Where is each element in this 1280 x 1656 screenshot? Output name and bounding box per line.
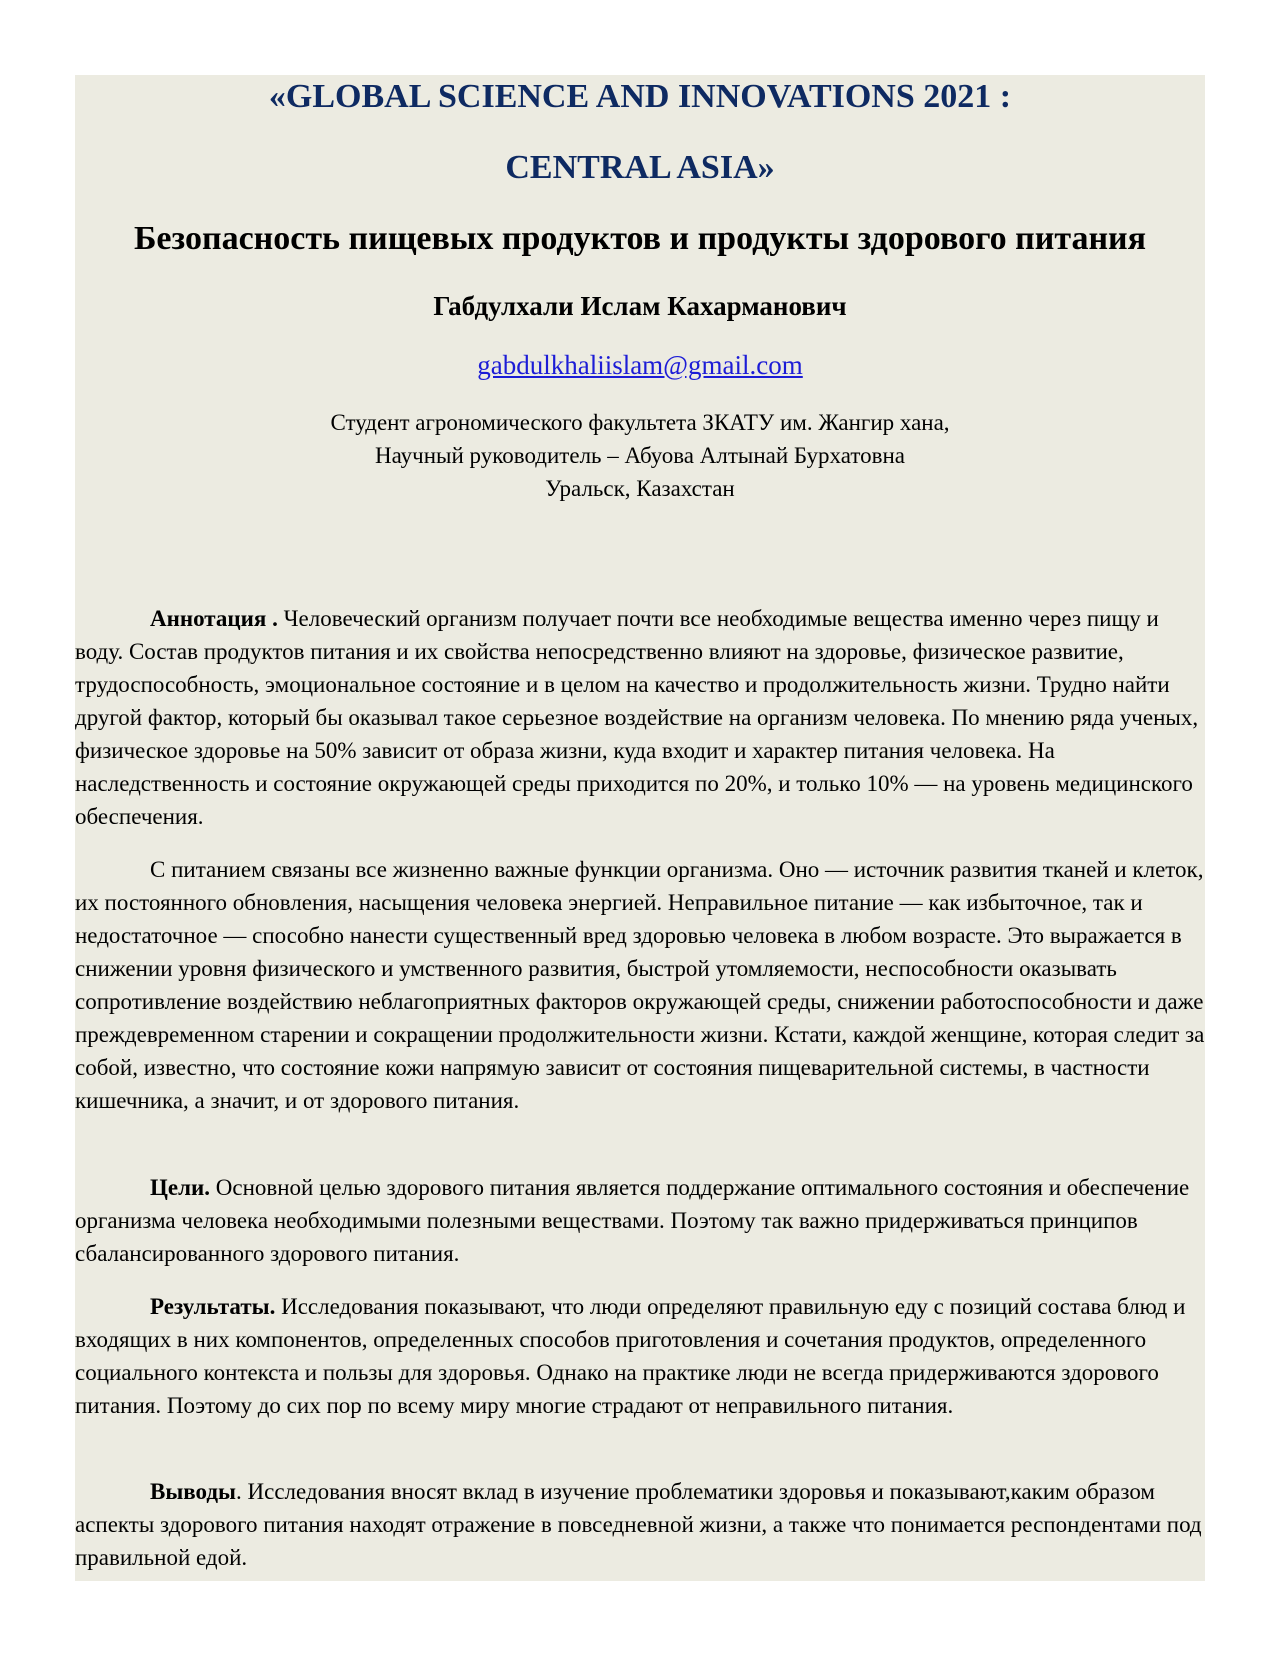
affiliation-block	[75, 406, 1205, 505]
conference-title-line2: CENTRAL ASIA»	[505, 149, 775, 186]
goals-text: Основной целью здорового питания является поддержание оптимального состояния и обеспечение организма человека необходимыми полезными веществами. Поэтому так важно придерживаться принципов сбалансированного здорового питания.	[75, 1175, 1190, 1266]
goals-paragraph	[75, 1171, 1205, 1270]
document-page	[75, 75, 1205, 1581]
goals-label: Цели.	[150, 1175, 211, 1200]
annotation-paragraph	[75, 602, 1205, 833]
conference-title-line1: «GLOBAL SCIENCE AND INNOVATIONS 2021 :	[268, 78, 1012, 115]
author-email-link[interactable]: gabdulkhaliislam@gmail.com	[477, 350, 803, 380]
conclusions-text: . Исследования вносят вклад в изучение проблематики здоровья и показывают,каким образом аспекты здорового питания находят отражение в повседневной жизни, а также что понимается респондентами под правильной едой.	[75, 1479, 1202, 1570]
conclusions-paragraph	[75, 1475, 1205, 1574]
annotation-text: Человеческий организм получает почти все необходимые вещества именно через пищу и воду. Состав продуктов питания и их свойства непосредственно влияют на здоровье, физическое развитие, трудоспособность, эмоциональное состояние и в целом на качество и продолжительность жизни. Трудно найти другой фактор, который бы оказывал такое серьезное воздействие на организм человека. По мнению ряда ученых, физическое здоровье на 50% зависит от образа жизни, куда входит и характер питания человека. На наследственность и состояние окружающей среды приходится по 20%, и только 10% — на уровень медицинского обеспечения.	[75, 606, 1199, 829]
affiliation-line: Уральск, Казахстан	[545, 476, 735, 501]
affiliation-line: Студент агрономического факультета ЗКАТУ им. Жангир хана,	[330, 410, 950, 435]
results-paragraph	[75, 1290, 1205, 1422]
author-name: Габдулхали Ислам Кахарманович	[433, 291, 847, 321]
email-line	[75, 348, 1205, 382]
annotation-label: Аннотация .	[150, 606, 278, 631]
affiliation-line: Научный руководитель – Абуова Алтынай Бурхатовна	[375, 443, 905, 468]
intro-paragraph	[75, 853, 1205, 1117]
results-text: Исследования показывают, что люди определяют правильную еду с позиций состава блюд и входящих в них компонентов, определенных способов приготовления и сочетания продуктов, определенного социального контекста и пользы для здоровья. Однако на практике люди не всегда придерживаются здорового питания. Поэтому до сих пор по всему миру многие страдают от неправильного питания.	[75, 1294, 1186, 1418]
results-label: Результаты.	[150, 1294, 276, 1319]
intro-text: С питанием связаны все жизненно важные функции организма. Оно — источник развития тканей и клеток, их постоянного обновления, насыщения человека энергией. Неправильное питание — как избыточное, так и недостаточное — способно нанести существенный вред здоровью человека в любом возрасте. Это выражается в снижении уровня физического и умственного развития, быстрой утомляемости, неспособности оказывать сопротивление воздействию неблагоприятных факторов окружающей среды, снижении работоспособности и даже преждевременном старении и сокращении продолжительности жизни. Кстати, каждой женщине, которая следит за собой, известно, что состояние кожи напрямую зависит от состояния пищеварительной системы, в частности кишечника, а значит, и от здорового питания.	[75, 857, 1205, 1113]
paper-title: Безопасность пищевых продуктов и продукты здорового питания	[133, 220, 1147, 257]
conclusions-label: Выводы	[150, 1479, 236, 1504]
